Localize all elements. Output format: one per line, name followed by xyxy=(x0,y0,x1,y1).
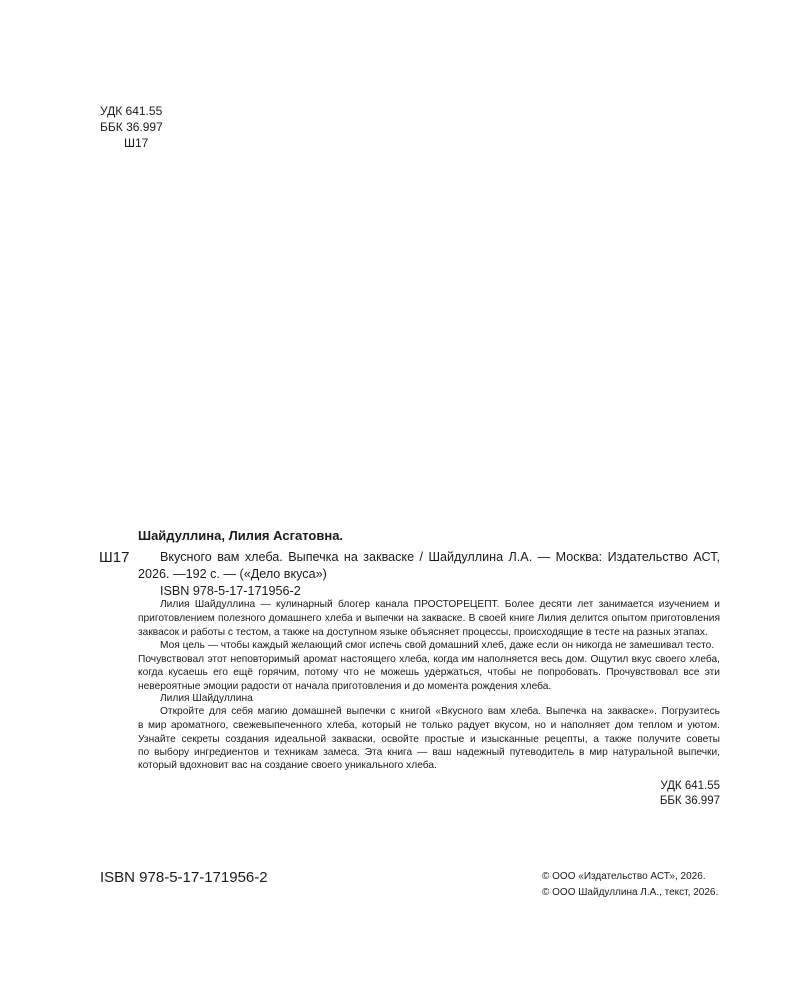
annotation-line: Моя цель — чтобы каждый желающий смог испечь свой домашний хлеб, даже если он никогда не замешивал тесто. xyxy=(160,640,715,651)
annotation-line: когда кусаешь его ещё горячим, потому что не можешь удержаться, чтобы не попробовать. Прочувствовал все эти xyxy=(138,667,720,678)
record-bbk: ББК 36.997 xyxy=(659,795,720,807)
annotation-signature: Лилия Шайдуллина xyxy=(160,693,253,704)
header-bbk: ББК 36.997 xyxy=(100,120,163,134)
record-udk: УДК 641.55 xyxy=(660,780,720,792)
record-author: Шайдуллина, Лилия Асгатовна. xyxy=(138,528,344,543)
header-author-mark: Ш17 xyxy=(124,136,149,150)
annotation-line: приготовлением полезного домашнего хлеба и выпечки на закваске. В своей книге Лилия делится опытом приготовления xyxy=(138,613,720,624)
record-title-line: Вкусного вам хлеба. Выпечка на закваске / Шайдуллина Л.А. — Москва: Издательство АСТ, xyxy=(160,550,720,564)
record-isbn: ISBN 978-5-17-171956-2 xyxy=(160,584,301,598)
annotation-line: в мир ароматного, свежевыпеченного хлеба, который не только радует вкусом, но и наполняет дом теплом и уютом. xyxy=(138,720,720,731)
annotation-line: заквасок и работы с тестом, а также на доступном языке объясняет процессы, происходящие в тесте на разных этапах. xyxy=(138,627,708,638)
annotation-line: Почувствовал этот неповторимый аромат настоящего хлеба, когда им наполняется весь дом. Ощутил вкус своего хлеба, xyxy=(138,654,720,665)
annotation-line: который вдохновит вас на создание своего уникального хлеба. xyxy=(138,760,437,771)
footer-isbn: ISBN 978-5-17-171956-2 xyxy=(100,869,268,886)
annotation-line: Узнайте секреты создания идеальной закваски, освойте простые и изысканные рецепты, а также получите советы xyxy=(138,734,720,745)
annotation-line: по выбору ингредиентов и техникам замеса. Эта книга — ваш надежный путеводитель в мир натуральной выпечки, xyxy=(138,747,720,758)
copyright-line: © ООО Шайдуллина Л.А., текст, 2026. xyxy=(542,887,719,898)
record-author-mark: Ш17 xyxy=(99,549,130,566)
header-udk: УДК 641.55 xyxy=(100,104,163,118)
annotation-line: Лилия Шайдуллина — кулинарный блогер канала ПРОСТОРЕЦЕПТ. Более десяти лет занимается изучением и xyxy=(160,599,720,610)
copyright-line: © ООО «Издательство АСТ», 2026. xyxy=(542,871,706,882)
record-title-line: 2026. —192 с. — («Дело вкуса») xyxy=(138,567,327,581)
annotation-line: Откройте для себя магию домашней выпечки с книгой «Вкусного вам хлеба. Выпечка на закваске». Погрузитесь xyxy=(160,706,720,717)
annotation-line: невероятные эмоции радости от начала приготовления и до момента рождения хлеба. xyxy=(138,681,552,692)
